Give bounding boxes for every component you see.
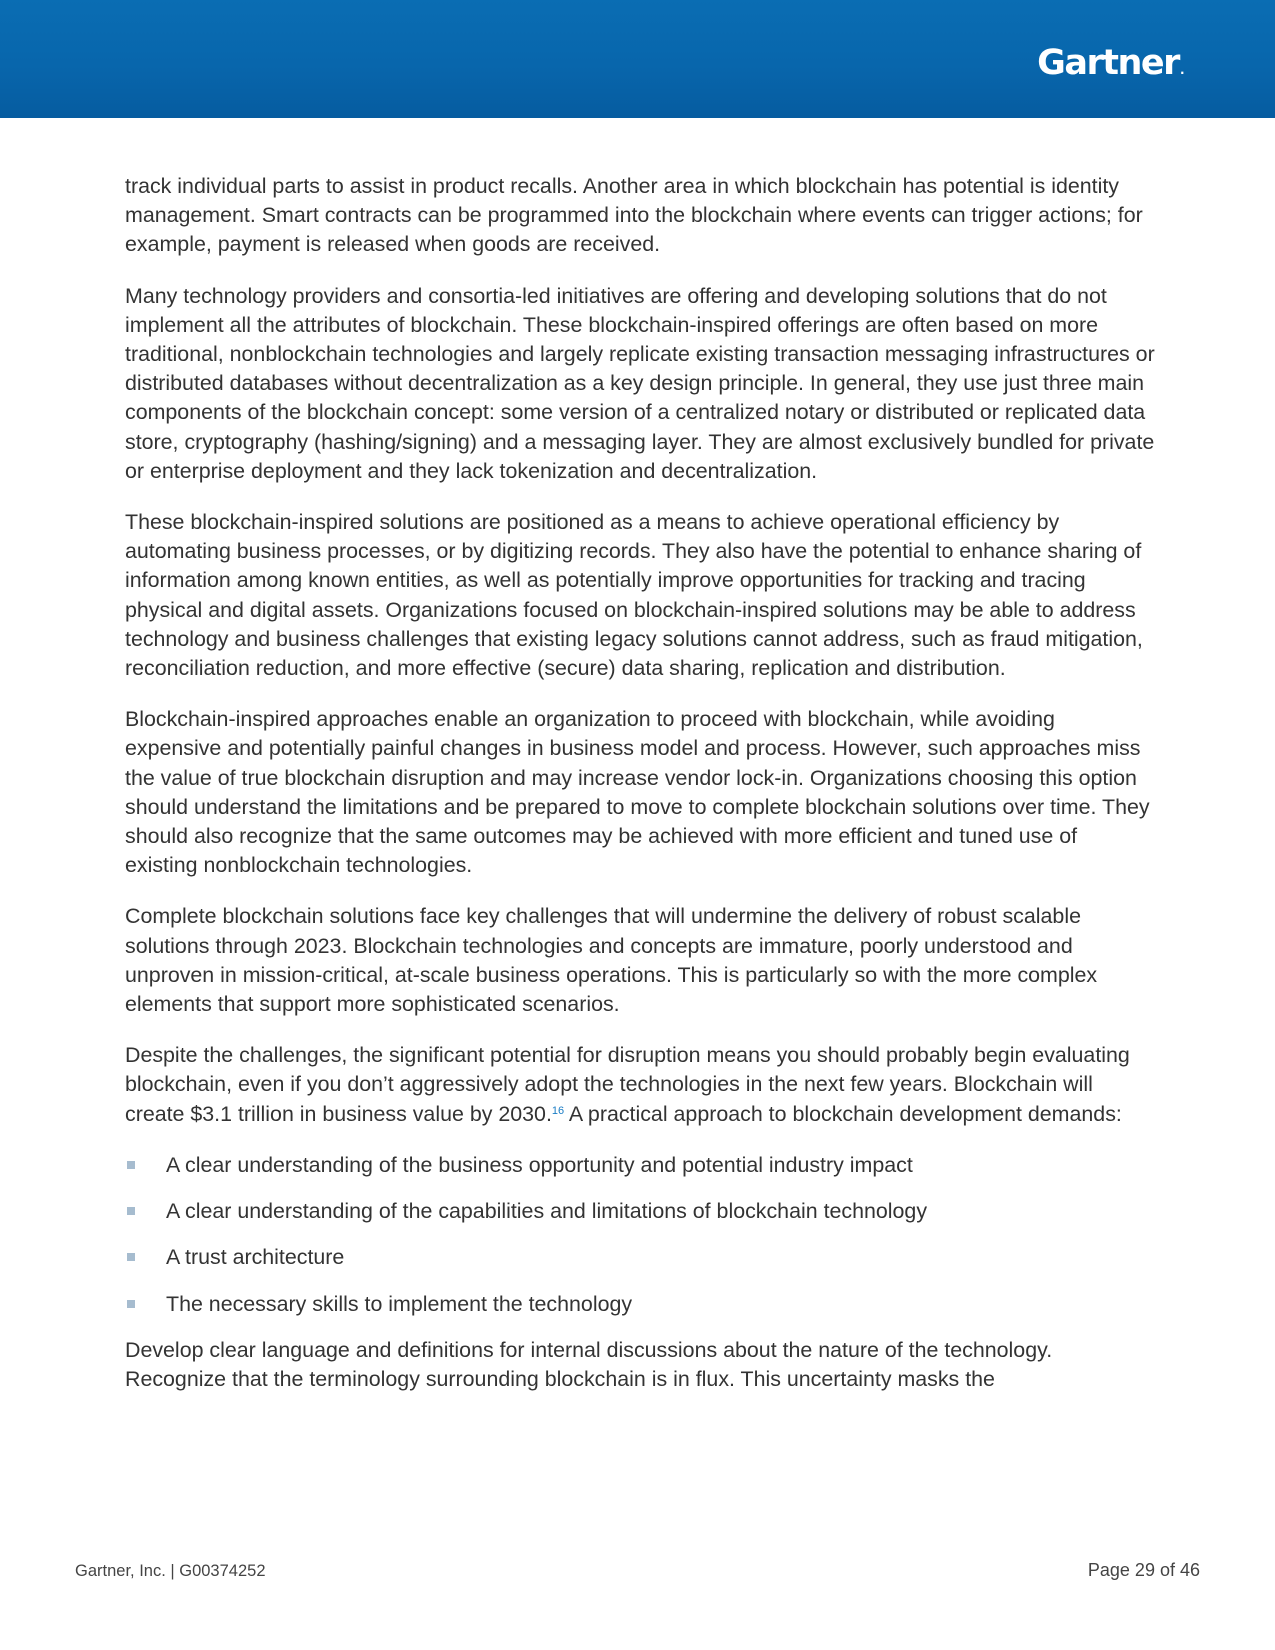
logo-dot: .: [1179, 63, 1183, 77]
requirements-list: [125, 1151, 1155, 1319]
bullet-square-icon: [127, 1207, 135, 1215]
footer-document-id: Gartner, Inc. | G00374252: [75, 1562, 266, 1580]
paragraph-6: [125, 1041, 1155, 1129]
list-item: [125, 1151, 1155, 1180]
footer-page-number: Page 29 of 46: [1087, 1560, 1200, 1580]
bullet-square-icon: [127, 1253, 135, 1261]
bullet-square-icon: [127, 1300, 135, 1308]
footnote-link[interactable]: 16: [551, 1104, 565, 1117]
gartner-logo: [1037, 43, 1183, 83]
paragraph-6-continuation: A practical approach to blockchain development demands:: [564, 1101, 1122, 1126]
list-item: [125, 1197, 1155, 1226]
list-item-text: The necessary skills to implement the technology: [166, 1291, 633, 1316]
paragraph-3: These blockchain-inspired solutions are positioned as a means to achieve operational efficiency by automating business processes, or by digitizing records. They also have the potential to enhance sharing of information among known entities, as well as potentially improve opportunities for tracking and tracing physical and digital assets. Organizations focused on blockchain-inspired solutions may be able to address technology and business challenges that existing legacy solutions cannot address, such as fraud mitigation, reconciliation reduction, and more effective (secure) data sharing, replication and distribution.: [125, 510, 1143, 681]
bullet-square-icon: [127, 1161, 135, 1169]
logo-text: Gartner: [1037, 43, 1179, 83]
list-item-text: A clear understanding of the business opportunity and potential industry impact: [166, 1152, 913, 1177]
paragraph-1: track individual parts to assist in product recalls. Another area in which blockchain has potential is identity management. Smart contracts can be programmed into the blockchain where events can trigger actions; for example, payment is released when goods are received.: [125, 174, 1143, 257]
list-item-text: A trust architecture: [166, 1245, 345, 1270]
list-item: [125, 1243, 1155, 1272]
paragraph-7: Develop clear language and definitions for internal discussions about the nature of the technology. Recognize that the terminology surrounding blockchain is in flux. This uncertainty masks the: [125, 1337, 1053, 1391]
paragraph-5: Complete blockchain solutions face key challenges that will undermine the delivery of robust scalable solutions through 2023. Blockchain technologies and concepts are immature, poorly understood and unproven in mission-critical, at-scale business operations. This is particularly so with the more complex elements that support more sophisticated scenarios.: [125, 904, 1098, 1017]
paragraph-2: Many technology providers and consortia-led initiatives are offering and developing solutions that do not implement all the attributes of blockchain. These blockchain-inspired offerings are often based on more traditional, nonblockchain technologies and largely replicate existing transaction messaging infrastructures or distributed databases without decentralization as a key design principle. In general, they use just three main components of the blockchain concept: some version of a centralized notary or distributed or replicated data store, cryptography (hashing/signing) and a messaging layer. They are almost exclusively bundled for private or enterprise deployment and they lack tokenization and decentralization.: [125, 283, 1155, 483]
list-item: [125, 1290, 1155, 1319]
list-item-text: A clear understanding of the capabilities and limitations of blockchain technology: [166, 1199, 928, 1224]
document-body: [125, 172, 1155, 1416]
page-header: [0, 0, 1275, 118]
paragraph-4: Blockchain-inspired approaches enable an organization to proceed with blockchain, while avoiding expensive and potentially painful changes in business model and process. However, such approaches miss the value of true blockchain disruption and may increase vendor lock-in. Organizations choosing this option should understand the limitations and be prepared to move to complete blockchain solutions over time. They should also recognize that the same outcomes may be achieved with more efficient and tuned use of existing nonblockchain technologies.: [125, 707, 1150, 878]
paragraph-6-text: Despite the challenges, the significant potential for disruption means you should probably begin evaluating blockchain, even if you don’t aggressively adopt the technologies in the next few years. Blockchain will create $3.1 trillion in business value by 2030.: [125, 1043, 1130, 1126]
